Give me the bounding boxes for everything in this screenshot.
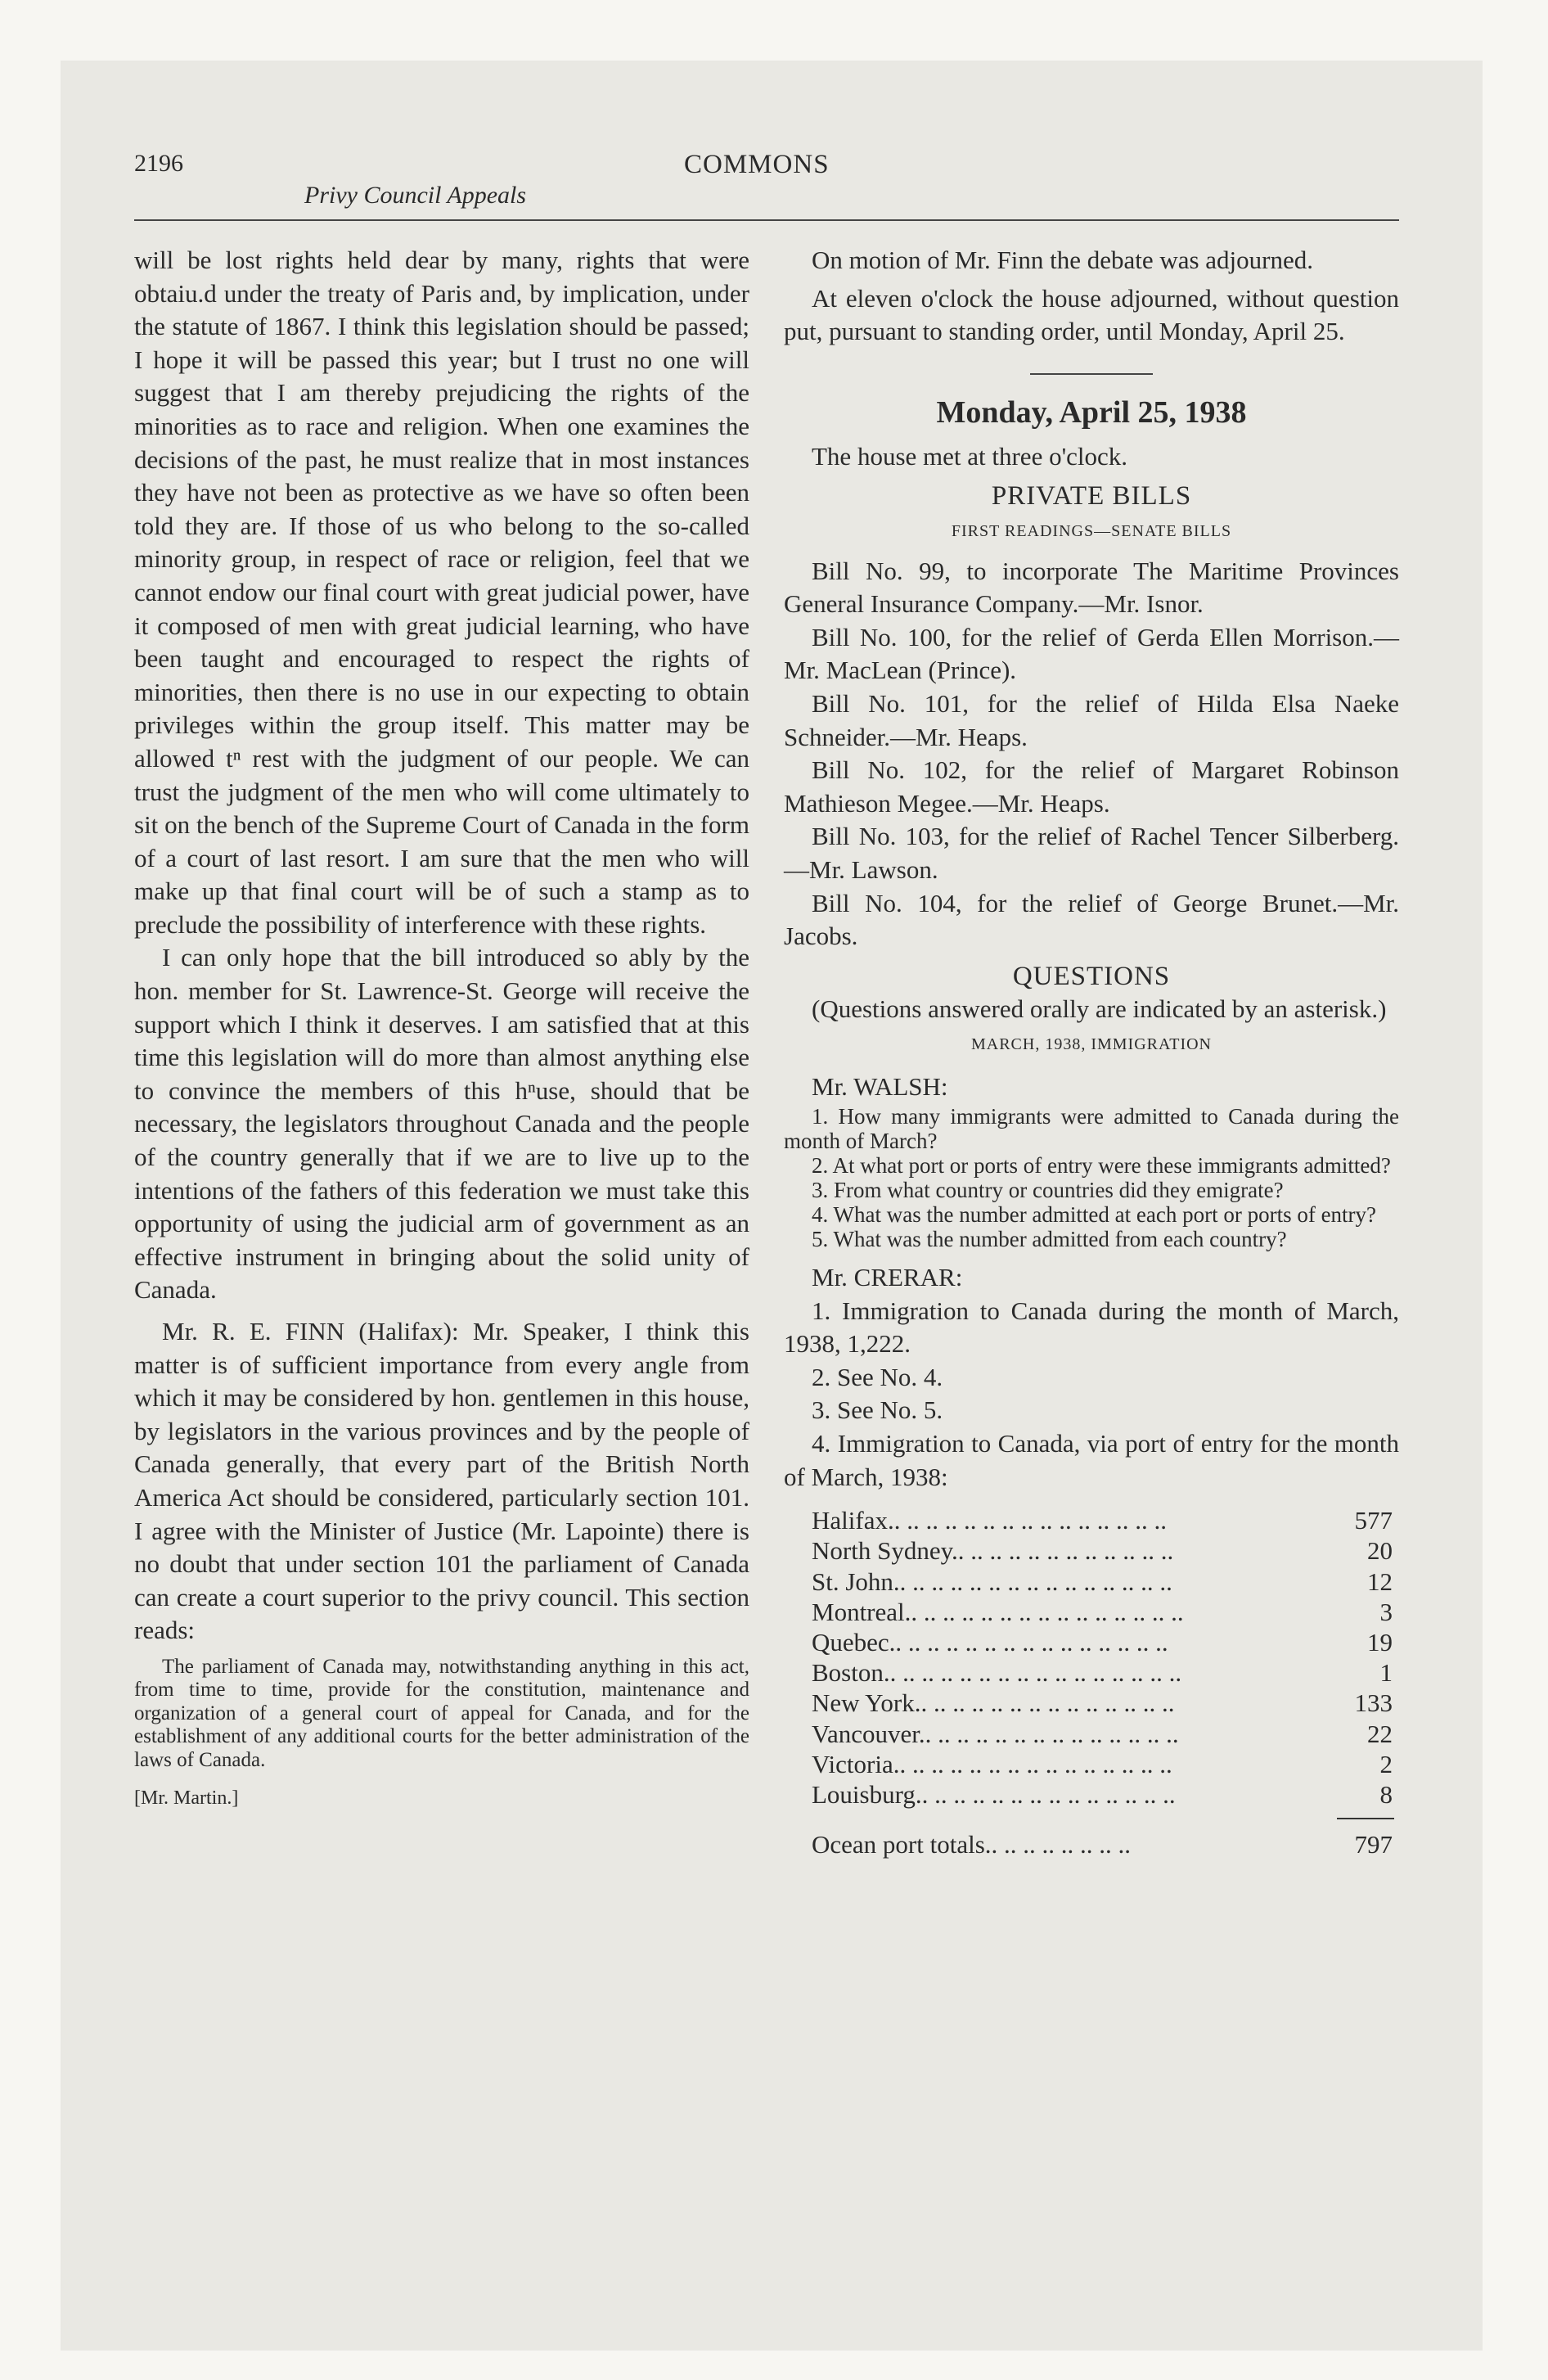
total-label: Ocean port totals.. .. .. .. .. .. .. ..	[812, 1830, 1132, 1859]
answer-item: 1. Immigration to Canada during the month of March, 1938, 1,222.	[784, 1296, 1399, 1359]
table-row	[812, 1505, 1399, 1535]
header-rule	[134, 219, 1399, 221]
bill-item: Bill No. 101, for the relief of Hilda Elsa Naeke Schneider.—Mr. Heaps.	[784, 688, 1399, 751]
paragraph: will be lost rights held dear by many, rights that were obtaiu.d under the treaty of Paris and, by implication, under the statute of 1867. I think this legislation should be passed; I hope it will be passed this year; but I trust no one will suggest that I am thereby prejudicing the rights of the minorities as to race and religion. When one examines the decisions of the past, he must realize that in most instances they have not been as protective as we have so often been told they are. If those of us who belong to the so-called minority group, in respect of race or religion, feel that we cannot endow our final court with great judicial power, have it composed of men with great judicial learning, who have been taught and encouraged to respect the rights of minorities, then there is no use in our expecting to obtain privileges within the group itself. This matter may be allowed tⁿ rest with the judgment of our people. We can trust the judgment of the men who will come ultimately to sit on the bench of the Supreme Court of Canada in the form of a court of last resort. I am sure that the men who will make up that final court will be of such a stamp as to preclude the possibility of interference with these rights.	[134, 246, 749, 939]
speaker-footer: [Mr. Martin.]	[134, 1787, 239, 1810]
bill-item: Bill No. 100, for the relief of Gerda Ellen Morrison.—Mr. MacLean (Prince).	[784, 622, 1399, 685]
port-count: 577	[1354, 1506, 1393, 1535]
answer-item: 2. See No. 4.	[812, 1362, 943, 1391]
ports-table	[784, 1505, 1399, 1859]
left-column	[134, 244, 749, 1815]
date-heading: Monday, April 25, 1938	[936, 394, 1247, 430]
table-row	[812, 1535, 1399, 1566]
section-title: Privy Council Appeals	[304, 182, 527, 209]
bill-item: Bill No. 102, for the relief of Margaret Robinson Mathieson Megee.—Mr. Heaps.	[784, 755, 1399, 818]
port-name: Montreal.. .. .. .. .. .. .. .. .. .. .. .. .. .. ..	[812, 1597, 1184, 1626]
question-item: 1. How many immigrants were admitted to Canada during the month of March?	[784, 1104, 1399, 1154]
port-name: New York.. .. .. .. .. .. .. .. .. .. .. .. .. ..	[812, 1688, 1175, 1718]
table-row	[812, 1749, 1399, 1779]
port-count: 12	[1367, 1566, 1393, 1596]
port-name: St. John.. .. .. .. .. .. .. .. .. .. .. .. .. .. ..	[812, 1566, 1172, 1596]
bill-item: Bill No. 99, to incorporate The Maritime Provinces General Insurance Company.—Mr. Isnor.	[784, 556, 1399, 619]
table-row	[812, 1566, 1399, 1597]
march-heading: MARCH, 1938, IMMIGRATION	[970, 1034, 1212, 1053]
first-readings-heading: FIRST READINGS—SENATE BILLS	[951, 521, 1232, 540]
table-row	[812, 1627, 1399, 1657]
port-count: 22	[1367, 1719, 1393, 1748]
questions-note: (Questions answered orally are indicated by an asterisk.)	[812, 994, 1387, 1024]
port-name: Quebec.. .. .. .. .. .. .. .. .. .. .. .. .. .. ..	[812, 1628, 1168, 1657]
port-count: 8	[1379, 1780, 1393, 1810]
table-row	[812, 1657, 1399, 1688]
port-name: North Sydney.. .. .. .. .. .. .. .. .. .. .. ..	[812, 1536, 1174, 1566]
finn-speech: Mr. R. E. FINN (Halifax): Mr. Speaker, I think this matter is of sufficient importance from every angle from which it may be considered by hon. gentlemen in this house, by legislators in the various provinces and by the people of Canada generally, that every part of the British North America Act should be considered, particularly section 101. I agree with the Minister of Justice (Mr. Lapointe) there is no doubt that under section 101 the parliament of Canada can create a court superior to the privy council. This section reads:	[134, 1317, 749, 1645]
port-name: Boston.. .. .. .. .. .. .. .. .. .. .. .. .. .. .. ..	[812, 1658, 1182, 1688]
answer-item: 4. Immigration to Canada, via port of entry for the month of March, 1938:	[784, 1429, 1399, 1491]
port-count: 1	[1379, 1658, 1393, 1688]
bill-item: Bill No. 104, for the relief of George Brunet.—Mr. Jacobs.	[784, 888, 1399, 951]
port-count: 19	[1367, 1628, 1393, 1657]
port-name: Victoria.. .. .. .. .. .. .. .. .. .. .. .. .. .. ..	[812, 1749, 1172, 1778]
port-name: Halifax.. .. .. .. .. .. .. .. .. .. .. .. .. .. ..	[812, 1506, 1167, 1535]
port-count: 133	[1354, 1688, 1393, 1718]
table-row	[812, 1779, 1399, 1810]
speaker-walsh: Mr. WALSH:	[812, 1072, 948, 1102]
answer-item: 3. See No. 5.	[812, 1395, 943, 1425]
question-item: 2. At what port or ports of entry were these immigrants admitted?	[812, 1153, 1391, 1179]
right-column	[784, 244, 1399, 1859]
block-quote: The parliament of Canada may, notwithstanding anything in this act, from time to time, provide for the constitution, maintenance and organization of a general court of appeal for Canada, and for the establishment of any additional courts for the better administration of the laws of Canada.	[134, 1655, 749, 1771]
section-divider	[1030, 373, 1153, 375]
port-count: 3	[1379, 1597, 1393, 1626]
paragraph: On motion of Mr. Finn the debate was adjourned.	[812, 246, 1314, 274]
question-item: 3. From what country or countries did they emigrate?	[812, 1178, 1284, 1203]
port-name: Louisburg.. .. .. .. .. .. .. .. .. .. .. .. .. ..	[812, 1780, 1176, 1810]
port-name: Vancouver.. .. .. .. .. .. .. .. .. .. .. .. .. ..	[812, 1719, 1179, 1748]
question-item: 4. What was the number admitted at each port or ports of entry?	[812, 1202, 1377, 1228]
total-rule	[1337, 1818, 1394, 1819]
table-row	[812, 1688, 1399, 1718]
port-count: 2	[1379, 1749, 1393, 1778]
private-bills-heading: PRIVATE BILLS	[991, 481, 1192, 512]
speaker-crerar: Mr. CRERAR:	[812, 1263, 963, 1292]
question-item: 5. What was the number admitted from each country?	[812, 1227, 1287, 1252]
table-row	[812, 1719, 1399, 1749]
table-row	[812, 1597, 1399, 1627]
paragraph: I can only hope that the bill introduced so ably by the hon. member for St. Lawrence-St. George will receive the support which I think it deserves. I am satisfied that at this time this legislation will do more than almost anything else to convince the members of this hⁿuse, should that be necessary, the legislators throughout Canada and the people of the country generally that if we are to live up to the intentions of the fathers of this federation we must take this opportunity of using the judicial arm of government as an effective instrument in bringing about the solid unity of Canada.	[134, 943, 749, 1305]
questions-heading: QUESTIONS	[1012, 961, 1171, 991]
paragraph: The house met at three o'clock.	[812, 441, 1128, 471]
running-head: COMMONS	[684, 150, 830, 179]
paragraph: At eleven o'clock the house adjourned, without question put, pursuant to standing order, until Monday, April 25.	[784, 283, 1399, 346]
total-row	[812, 1829, 1399, 1859]
total-count: 797	[1354, 1830, 1393, 1859]
page-number: 2196	[134, 150, 183, 177]
bill-item: Bill No. 103, for the relief of Rachel Tencer Silberberg.—Mr. Lawson.	[784, 822, 1399, 884]
port-count: 20	[1367, 1536, 1393, 1566]
